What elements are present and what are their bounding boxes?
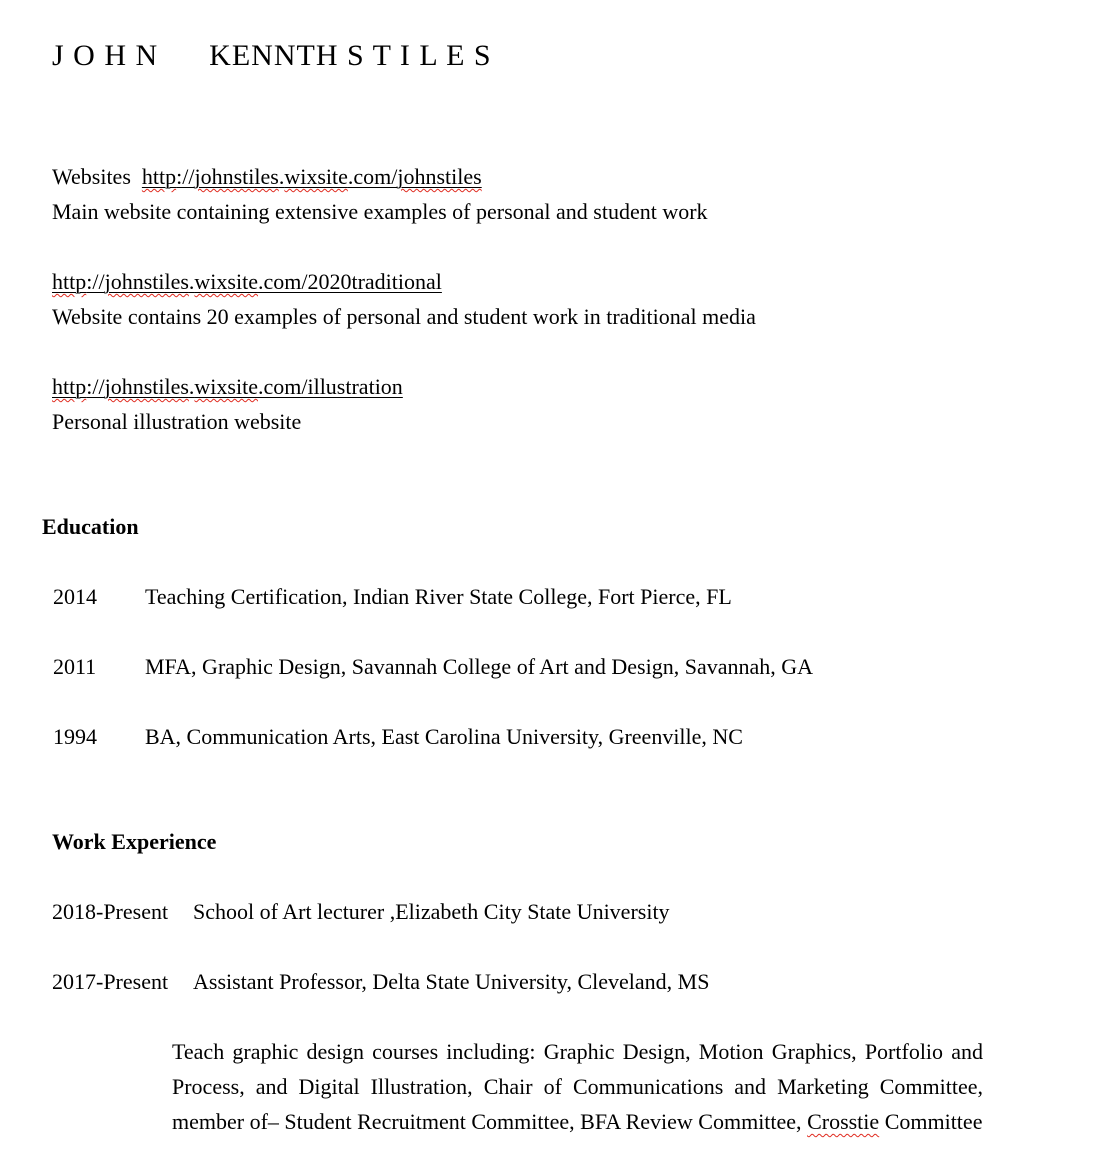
education-row xyxy=(52,649,983,684)
resume-name-title: J O H N KENNTH S T I L E S xyxy=(52,39,492,72)
misspelled-word: http xyxy=(141,164,177,189)
text-part: . xyxy=(278,164,285,189)
work-experience-section xyxy=(52,824,983,1139)
website-entry xyxy=(52,264,983,334)
website-entry xyxy=(52,369,983,439)
education-row xyxy=(52,579,983,614)
work-row xyxy=(52,894,983,929)
misspelled-word: johnstiles xyxy=(397,164,482,189)
websites-label: Websites xyxy=(52,164,131,189)
text-part: .com/illustration xyxy=(257,374,403,399)
education-year: 1994 xyxy=(53,724,97,749)
work-period: 2017-Present xyxy=(52,969,169,994)
misspelled-word: johnstiles xyxy=(194,164,279,189)
website-link-2020traditional[interactable] xyxy=(52,269,442,294)
websites-section xyxy=(52,159,983,439)
work-detail: Assistant Professor, Delta State University, Cleveland, MS xyxy=(193,969,710,994)
education-year: 2014 xyxy=(53,584,97,609)
website-url-line xyxy=(52,369,983,404)
misspelled-word: wixsite xyxy=(284,164,348,189)
education-detail: MFA, Graphic Design, Savannah College of Art and Design, Savannah, GA xyxy=(145,654,814,679)
education-section xyxy=(42,509,983,754)
website-description: Personal illustration website xyxy=(52,409,302,434)
work-period: 2018-Present xyxy=(52,899,169,924)
work-duties-paragraph xyxy=(172,1034,983,1139)
website-description: Website contains 20 examples of personal and student work in traditional media xyxy=(52,304,756,329)
website-entry xyxy=(52,159,983,229)
text-part: . xyxy=(188,269,195,294)
work-experience-heading: Work Experience xyxy=(52,829,217,854)
website-link-illustration[interactable] xyxy=(52,374,403,399)
work-detail: School of Art lecturer ,Elizabeth City State University xyxy=(193,899,670,924)
misspelled-word: Crosstie xyxy=(807,1109,880,1134)
misspelled-word: wixsite xyxy=(194,374,258,399)
text-part: :// xyxy=(176,164,195,189)
education-detail: BA, Communication Arts, East Carolina University, Greenville, NC xyxy=(145,724,743,749)
website-url-line xyxy=(52,264,983,299)
work-row xyxy=(52,964,983,999)
text-part: Committee xyxy=(879,1109,983,1134)
text-part: .com/ xyxy=(347,164,398,189)
education-row xyxy=(52,719,983,754)
education-year: 2011 xyxy=(53,654,97,679)
misspelled-word: johnstiles xyxy=(104,269,189,294)
education-heading: Education xyxy=(42,514,139,539)
misspelled-word: johnstiles xyxy=(104,374,189,399)
text-part: . xyxy=(188,374,195,399)
website-url-line xyxy=(52,159,983,194)
misspelled-word: wixsite xyxy=(194,269,258,294)
education-detail: Teaching Certification, Indian River State College, Fort Pierce, FL xyxy=(145,584,732,609)
text-part: .com/2020traditional xyxy=(257,269,442,294)
website-link-johnstiles[interactable] xyxy=(142,164,482,189)
text-part: Teach graphic design courses including: Graphic Design, Motion Graphics, Portfolio and Process, and Digital Illustration, Chair of Communications and Marketing Committee, member of– Student Recruitment Committee, BFA Review Committee, xyxy=(172,1039,983,1134)
misspelled-word: http xyxy=(52,269,87,294)
misspelled-word: http xyxy=(52,374,87,399)
website-description: Main website containing extensive examples of personal and student work xyxy=(52,199,708,224)
text-part: :// xyxy=(86,374,105,399)
text-part: :// xyxy=(86,269,105,294)
